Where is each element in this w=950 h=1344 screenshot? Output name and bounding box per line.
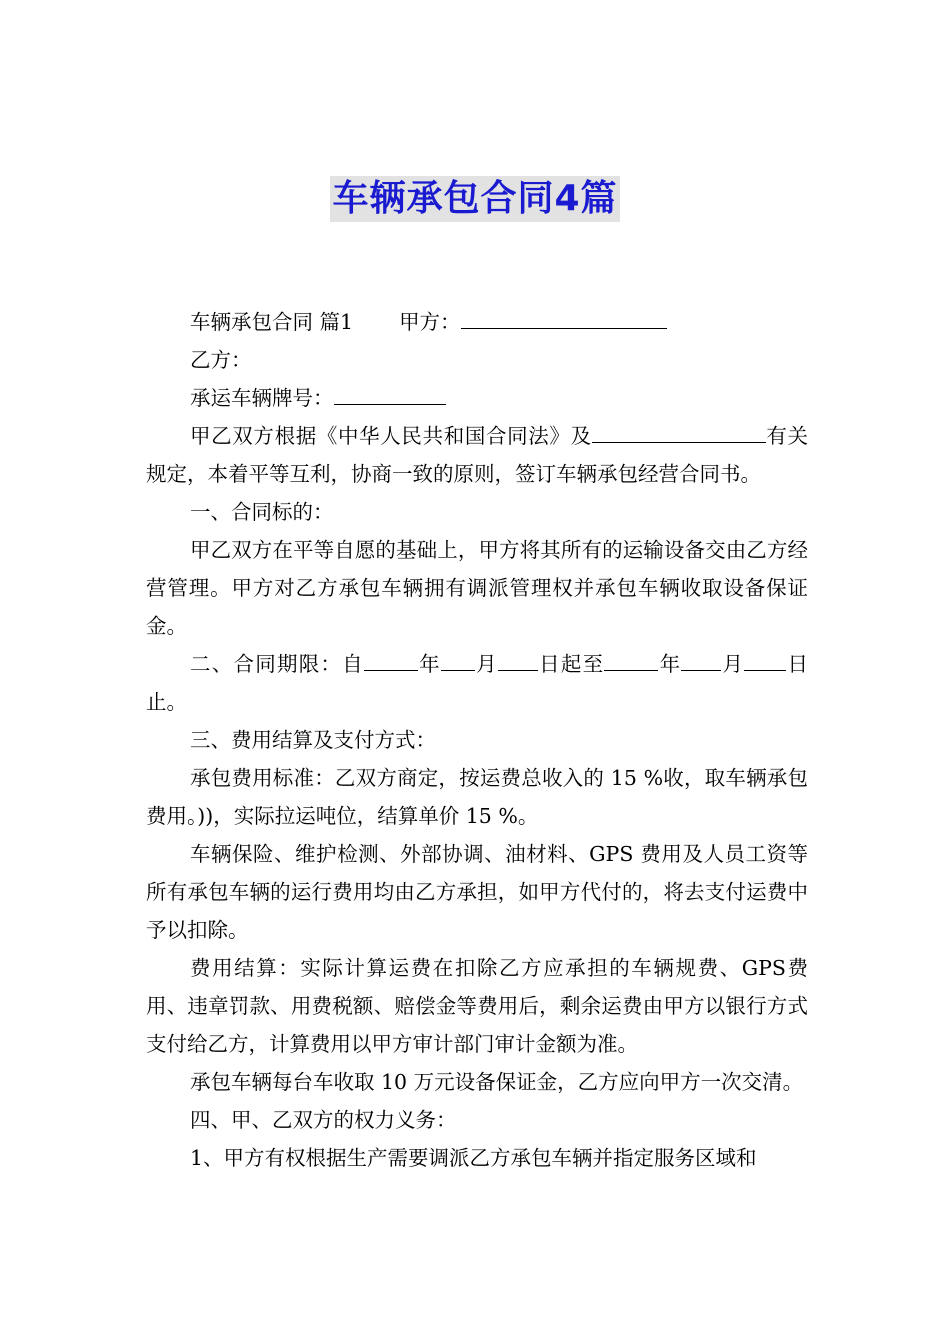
end-day-blank [744, 648, 786, 671]
end-year-blank [604, 648, 658, 671]
plate-label: 承运车辆牌号： [190, 386, 334, 410]
term-day-to: 日起至 [537, 652, 605, 676]
plate-line [146, 379, 808, 417]
party-a-blank [461, 306, 667, 329]
section1-title: 一、合同标的： [190, 500, 334, 524]
section1-text: 甲乙双方在平等自愿的基础上，甲方将其所有的运输设备交由乙方经营管理。甲方对乙方承包车辆拥有调派管理权并承包车辆收取设备保证金。 [146, 538, 808, 638]
fee-settlement: 费用结算：实际计算运费在扣除乙方应承担的车辆规费、GPS费用、违章罚款、用费税额、赔偿金等费用后，剩余运费由甲方以银行方式支付给乙方，计算费用以甲方审计部门审计金额为准。 [146, 956, 808, 1056]
section2-term [146, 645, 808, 721]
deposit-paragraph: 承包车辆每台车收取 10 万元设备保证金，乙方应向甲方一次交清。 [190, 1070, 804, 1094]
fee-costs: 车辆保险、维护检测、外部协调、油材料、GPS 费用及人员工资等所有承包车辆的运行费用均由乙方承担，如甲方代付的，将去支付运费中予以扣除。 [146, 842, 808, 942]
law-text-2: 有关规定，本着平等互利，协商一致的原则，签订车辆承包经营合同书。 [146, 424, 809, 486]
term-month-1: 月 [474, 652, 498, 676]
term-end: 日止。 [146, 652, 809, 714]
contract-name: 车辆承包合同 篇1 [190, 310, 354, 334]
section4-title: 四、甲、乙双方的权力义务： [190, 1108, 457, 1132]
start-day-blank [498, 648, 538, 671]
party-b-line [146, 341, 808, 379]
start-month-blank [441, 648, 475, 671]
party-a-label: 甲方： [399, 310, 461, 334]
law-blank [592, 420, 766, 443]
term-year-2: 年 [658, 652, 682, 676]
term-year-1: 年 [417, 652, 441, 676]
header-line [146, 303, 808, 341]
contract-body [146, 303, 808, 1177]
fee-standard: 承包费用标准：乙双方商定，按运费总收入的 15 %收，取车辆承包费用。))，实际拉运吨位，结算单价 15 %。 [146, 766, 808, 828]
law-paragraph [146, 417, 808, 493]
start-year-blank [364, 648, 418, 671]
end-month-blank [681, 648, 721, 671]
plate-blank [334, 382, 446, 405]
party-b-label: 乙方： [190, 348, 252, 372]
section4-item-1: 1、甲方有权根据生产需要调派乙方承包车辆并指定服务区域和 [190, 1146, 757, 1170]
title-container [0, 176, 950, 222]
law-text-1: 甲乙双方根据《中华人民共和国合同法》及 [190, 424, 592, 448]
term-prefix: 二、合同期限：自 [190, 652, 364, 676]
document-title: 车辆承包合同4篇 [330, 176, 619, 222]
term-month-2: 月 [721, 652, 745, 676]
section3-title: 三、费用结算及支付方式： [190, 728, 436, 752]
